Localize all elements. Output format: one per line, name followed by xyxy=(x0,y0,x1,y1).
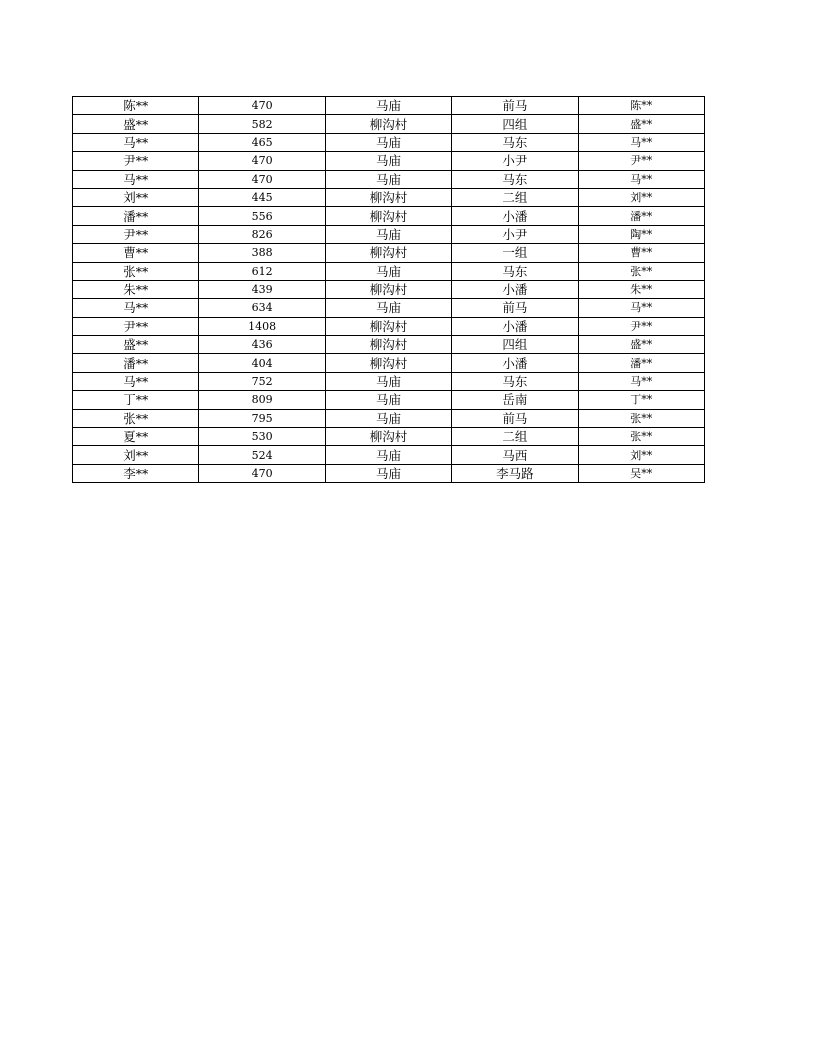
recipient-cell: 尹** xyxy=(578,317,704,335)
village-cell: 马庙 xyxy=(325,299,451,317)
amount-cell: 826 xyxy=(199,225,325,243)
group-cell: 小尹 xyxy=(452,152,578,170)
table-row xyxy=(73,133,705,151)
table-row xyxy=(73,372,705,390)
village-cell: 柳沟村 xyxy=(325,207,451,225)
amount-cell: 795 xyxy=(199,409,325,427)
village-cell: 柳沟村 xyxy=(325,115,451,133)
village-cell: 马庙 xyxy=(325,170,451,188)
table-row xyxy=(73,464,705,482)
village-cell: 柳沟村 xyxy=(325,336,451,354)
group-cell: 四组 xyxy=(452,336,578,354)
village-cell: 马庙 xyxy=(325,464,451,482)
table-row xyxy=(73,299,705,317)
recipient-cell: 张** xyxy=(578,428,704,446)
table-row xyxy=(73,170,705,188)
group-cell: 马西 xyxy=(452,446,578,464)
name-cell: 尹** xyxy=(73,225,199,243)
amount-cell: 470 xyxy=(199,170,325,188)
village-cell: 马庙 xyxy=(325,262,451,280)
group-cell: 小尹 xyxy=(452,225,578,243)
amount-cell: 809 xyxy=(199,391,325,409)
table-row xyxy=(73,262,705,280)
name-cell: 马** xyxy=(73,170,199,188)
village-cell: 马庙 xyxy=(325,409,451,427)
table-row xyxy=(73,207,705,225)
group-cell: 前马 xyxy=(452,97,578,115)
amount-cell: 524 xyxy=(199,446,325,464)
amount-cell: 1408 xyxy=(199,317,325,335)
village-cell: 马庙 xyxy=(325,225,451,243)
name-cell: 丁** xyxy=(73,391,199,409)
amount-cell: 465 xyxy=(199,133,325,151)
name-cell: 夏** xyxy=(73,428,199,446)
group-cell: 马东 xyxy=(452,262,578,280)
recipient-cell: 朱** xyxy=(578,280,704,298)
amount-cell: 634 xyxy=(199,299,325,317)
recipient-cell: 吴** xyxy=(578,464,704,482)
group-cell: 岳南 xyxy=(452,391,578,409)
name-cell: 盛** xyxy=(73,336,199,354)
name-cell: 潘** xyxy=(73,354,199,372)
table-row xyxy=(73,115,705,133)
group-cell: 马东 xyxy=(452,133,578,151)
table-row xyxy=(73,409,705,427)
recipient-cell: 陈** xyxy=(578,97,704,115)
group-cell: 马东 xyxy=(452,372,578,390)
recipient-cell: 尹** xyxy=(578,152,704,170)
amount-cell: 470 xyxy=(199,97,325,115)
village-cell: 柳沟村 xyxy=(325,244,451,262)
village-cell: 马庙 xyxy=(325,133,451,151)
recipient-cell: 刘** xyxy=(578,446,704,464)
group-cell: 小潘 xyxy=(452,280,578,298)
name-cell: 马** xyxy=(73,299,199,317)
name-cell: 潘** xyxy=(73,207,199,225)
name-cell: 刘** xyxy=(73,188,199,206)
recipient-cell: 刘** xyxy=(578,188,704,206)
recipient-cell: 潘** xyxy=(578,207,704,225)
data-table xyxy=(72,96,705,483)
group-cell: 马东 xyxy=(452,170,578,188)
name-cell: 曹** xyxy=(73,244,199,262)
table-row xyxy=(73,188,705,206)
group-cell: 李马路 xyxy=(452,464,578,482)
name-cell: 盛** xyxy=(73,115,199,133)
amount-cell: 752 xyxy=(199,372,325,390)
table-body xyxy=(73,97,705,483)
amount-cell: 582 xyxy=(199,115,325,133)
group-cell: 小潘 xyxy=(452,207,578,225)
amount-cell: 470 xyxy=(199,152,325,170)
name-cell: 马** xyxy=(73,133,199,151)
recipient-cell: 盛** xyxy=(578,115,704,133)
table-row xyxy=(73,280,705,298)
table-row xyxy=(73,317,705,335)
table-row xyxy=(73,336,705,354)
recipient-cell: 盛** xyxy=(578,336,704,354)
group-cell: 前马 xyxy=(452,299,578,317)
village-cell: 柳沟村 xyxy=(325,280,451,298)
recipient-cell: 张** xyxy=(578,262,704,280)
group-cell: 前马 xyxy=(452,409,578,427)
group-cell: 四组 xyxy=(452,115,578,133)
table-row xyxy=(73,152,705,170)
amount-cell: 439 xyxy=(199,280,325,298)
name-cell: 尹** xyxy=(73,152,199,170)
amount-cell: 530 xyxy=(199,428,325,446)
name-cell: 李** xyxy=(73,464,199,482)
amount-cell: 470 xyxy=(199,464,325,482)
recipient-cell: 马** xyxy=(578,299,704,317)
recipient-cell: 曹** xyxy=(578,244,704,262)
name-cell: 陈** xyxy=(73,97,199,115)
name-cell: 张** xyxy=(73,409,199,427)
group-cell: 一组 xyxy=(452,244,578,262)
recipient-cell: 丁** xyxy=(578,391,704,409)
amount-cell: 388 xyxy=(199,244,325,262)
table-row xyxy=(73,354,705,372)
village-cell: 柳沟村 xyxy=(325,354,451,372)
amount-cell: 612 xyxy=(199,262,325,280)
village-cell: 马庙 xyxy=(325,152,451,170)
village-cell: 柳沟村 xyxy=(325,428,451,446)
table-row xyxy=(73,244,705,262)
table-row xyxy=(73,391,705,409)
name-cell: 刘** xyxy=(73,446,199,464)
name-cell: 马** xyxy=(73,372,199,390)
recipient-cell: 潘** xyxy=(578,354,704,372)
group-cell: 二组 xyxy=(452,428,578,446)
group-cell: 小潘 xyxy=(452,317,578,335)
recipient-cell: 马** xyxy=(578,170,704,188)
amount-cell: 556 xyxy=(199,207,325,225)
village-cell: 柳沟村 xyxy=(325,317,451,335)
amount-cell: 404 xyxy=(199,354,325,372)
village-cell: 马庙 xyxy=(325,97,451,115)
recipient-cell: 马** xyxy=(578,133,704,151)
recipient-cell: 张** xyxy=(578,409,704,427)
group-cell: 小潘 xyxy=(452,354,578,372)
table-row xyxy=(73,428,705,446)
amount-cell: 445 xyxy=(199,188,325,206)
village-cell: 柳沟村 xyxy=(325,188,451,206)
village-cell: 马庙 xyxy=(325,446,451,464)
recipient-cell: 陶** xyxy=(578,225,704,243)
table-row xyxy=(73,225,705,243)
group-cell: 二组 xyxy=(452,188,578,206)
name-cell: 张** xyxy=(73,262,199,280)
recipient-cell: 马** xyxy=(578,372,704,390)
name-cell: 朱** xyxy=(73,280,199,298)
amount-cell: 436 xyxy=(199,336,325,354)
village-cell: 马庙 xyxy=(325,372,451,390)
name-cell: 尹** xyxy=(73,317,199,335)
table-row xyxy=(73,446,705,464)
village-cell: 马庙 xyxy=(325,391,451,409)
table-row xyxy=(73,97,705,115)
